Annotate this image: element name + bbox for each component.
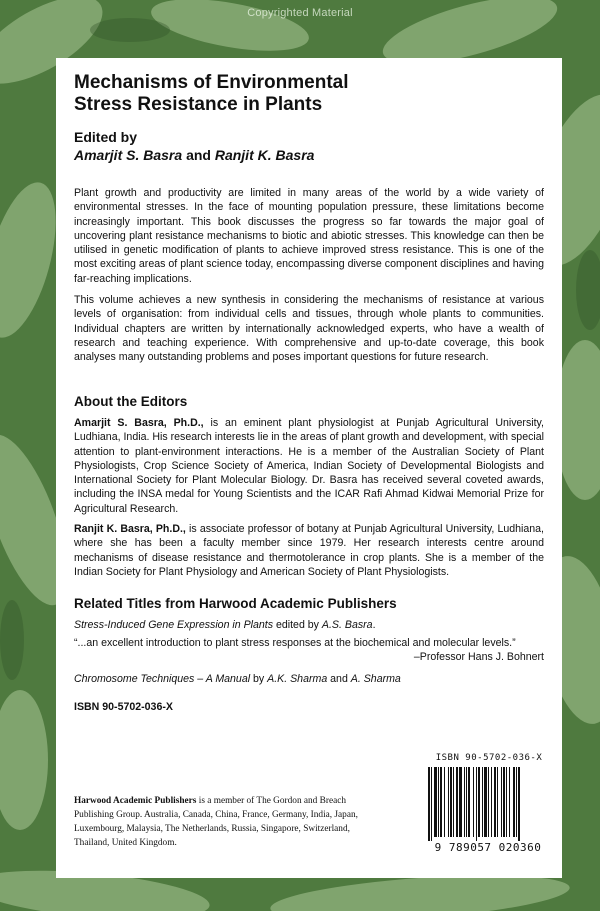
barcode-bar xyxy=(450,767,452,837)
related-title-1-end: . xyxy=(372,619,376,631)
publisher-name: Harwood Academic Publishers xyxy=(74,796,197,806)
bio-ranjit-text: is associate professor of botany at Punjab Agricultural University, Ludhiana, where she has been a faculty member since 1979. Her research interests centre around mechanisms of disease resistance and thermotolerance in crop plants. She is a member of the Indian Society for Plant Physiology and American Society of Plant Physiologists. xyxy=(74,523,544,578)
barcode-bars xyxy=(424,767,552,845)
barcode-bar xyxy=(468,767,470,837)
barcode-bar xyxy=(488,767,489,837)
related-title-2-author: A.K. Sharma xyxy=(267,673,328,685)
barcode-bar xyxy=(491,767,492,837)
barcode-bar xyxy=(466,767,467,837)
barcode-bar xyxy=(476,767,477,841)
barcode-bar xyxy=(509,767,510,837)
barcode-bar xyxy=(516,767,517,837)
bio-amarjit-name: Amarjit S. Basra, Ph.D., xyxy=(74,417,204,429)
book-title xyxy=(74,72,494,116)
related-title-1 xyxy=(74,618,544,632)
related-titles-heading: Related Titles from Harwood Academic Publishers xyxy=(74,596,397,611)
barcode-bar xyxy=(459,767,462,837)
barcode xyxy=(424,753,552,865)
barcode-bar xyxy=(434,767,437,837)
barcode-bar xyxy=(503,767,505,837)
barcode-bar xyxy=(444,767,445,837)
barcode-bar xyxy=(497,767,498,837)
about-editors-heading: About the Editors xyxy=(74,394,188,409)
related-title-2-and: and xyxy=(327,673,351,685)
bio-ranjit xyxy=(74,522,544,579)
barcode-bar xyxy=(484,767,487,837)
related-title-1-by: edited by xyxy=(273,619,322,631)
back-cover-panel xyxy=(56,58,562,878)
editors-line xyxy=(74,147,314,163)
quote-source: –Professor Hans J. Bohnert xyxy=(413,651,544,663)
barcode-bar xyxy=(464,767,465,837)
related-title-2 xyxy=(74,672,544,686)
bio-amarjit-text: is an eminent plant physiologist at Punjab Agricultural University, Ludhiana, India. His research interests lie in the areas of plant growth and development, with special attention to plant-environment interactions. He is a member of the Australian Society of Plant Physiologists, Crop Science Society of America, Indian Society of Developmental Biologists and International Society for Plant Molecular Biology. Dr. Basra has received several coveted awards, including the INSA medal for Young Scientists and the ICAR Rafi Ahmad Kidwai Memorial Prize for Agricultural Research. xyxy=(74,417,544,515)
barcode-isbn-label: ISBN 90-5702-036-X xyxy=(435,753,543,763)
description-paragraph-1: Plant growth and productivity are limited in many areas of the world by a wide variety of environmental stresses. In the face of mounting population pressure, these limitations become increasingly important. This book discusses the progress so far towards the major goal of uncovering plant resistance mechanisms to biotic and abiotic stresses. This knowledge can then be utilised in genetic modification of plants to achieve improved stress resistance. This is one of the most exciting areas of plant science today, encompassing diverse component disciplines and having far-reaching implications. xyxy=(74,187,544,285)
related-title-2-by: by xyxy=(250,673,268,685)
barcode-bar xyxy=(518,767,520,841)
description-paragraph-2: This volume achieves a new synthesis in considering the mechanisms of resistance at various levels of organisation: from individual cells and tissues, through whole plants to communities. Individual chapters are written by internationally acknowledged experts, who have a wealth of research and teaching experience. With comprehensive and up-to-date coverage, this book analyses many outstanding problems and poses important questions for future research. xyxy=(74,294,544,364)
isbn-text: ISBN 90-5702-036-X xyxy=(74,701,173,713)
barcode-bar xyxy=(456,767,458,837)
related-title-1-author: A.S. Basra xyxy=(321,619,373,631)
barcode-bar xyxy=(438,767,439,837)
barcode-bar xyxy=(440,767,442,837)
related-title-2-name: Chromosome Techniques – A Manual xyxy=(74,673,251,685)
barcode-bar xyxy=(506,767,507,837)
barcode-bar xyxy=(501,767,502,837)
title-line-2: Stress Resistance in Plants xyxy=(74,94,323,115)
editor-2: Ranjit K. Basra xyxy=(214,147,315,163)
edited-by-label: Edited by xyxy=(74,129,138,145)
watermark: Copyrighted Material xyxy=(247,7,353,19)
barcode-bar xyxy=(431,767,432,841)
barcode-bar xyxy=(482,767,483,837)
review-quote: “...an excellent introduction to plant stress responses at the biochemical and molecular levels.” xyxy=(74,637,516,649)
barcode-bar xyxy=(473,767,474,837)
editor-1: Amarjit S. Basra xyxy=(74,147,183,163)
barcode-bar xyxy=(494,767,496,837)
publisher-note xyxy=(74,795,374,851)
bio-ranjit-name: Ranjit K. Basra, Ph.D., xyxy=(74,523,186,535)
barcode-number: 9 789057 020360 xyxy=(434,841,542,854)
title-line-1: Mechanisms of Environmental xyxy=(74,72,349,93)
editors-and: and xyxy=(186,147,211,163)
barcode-bar xyxy=(448,767,449,837)
related-title-2-author2: A. Sharma xyxy=(350,673,401,685)
publisher-text: is a member of The Gordon and Breach Publishing Group. Australia, Canada, China, France, Germany, India, Japan, Luxembourg, Malaysia, The Netherlands, Russia, Singapore, Switzerland, Thailand, United Kingdom. xyxy=(74,796,358,848)
barcode-bar xyxy=(428,767,430,841)
barcode-bar xyxy=(513,767,515,837)
barcode-bar xyxy=(453,767,454,837)
bio-amarjit xyxy=(74,416,544,516)
related-title-1-name: Stress-Induced Gene Expression in Plants xyxy=(74,619,274,631)
barcode-bar xyxy=(478,767,480,837)
